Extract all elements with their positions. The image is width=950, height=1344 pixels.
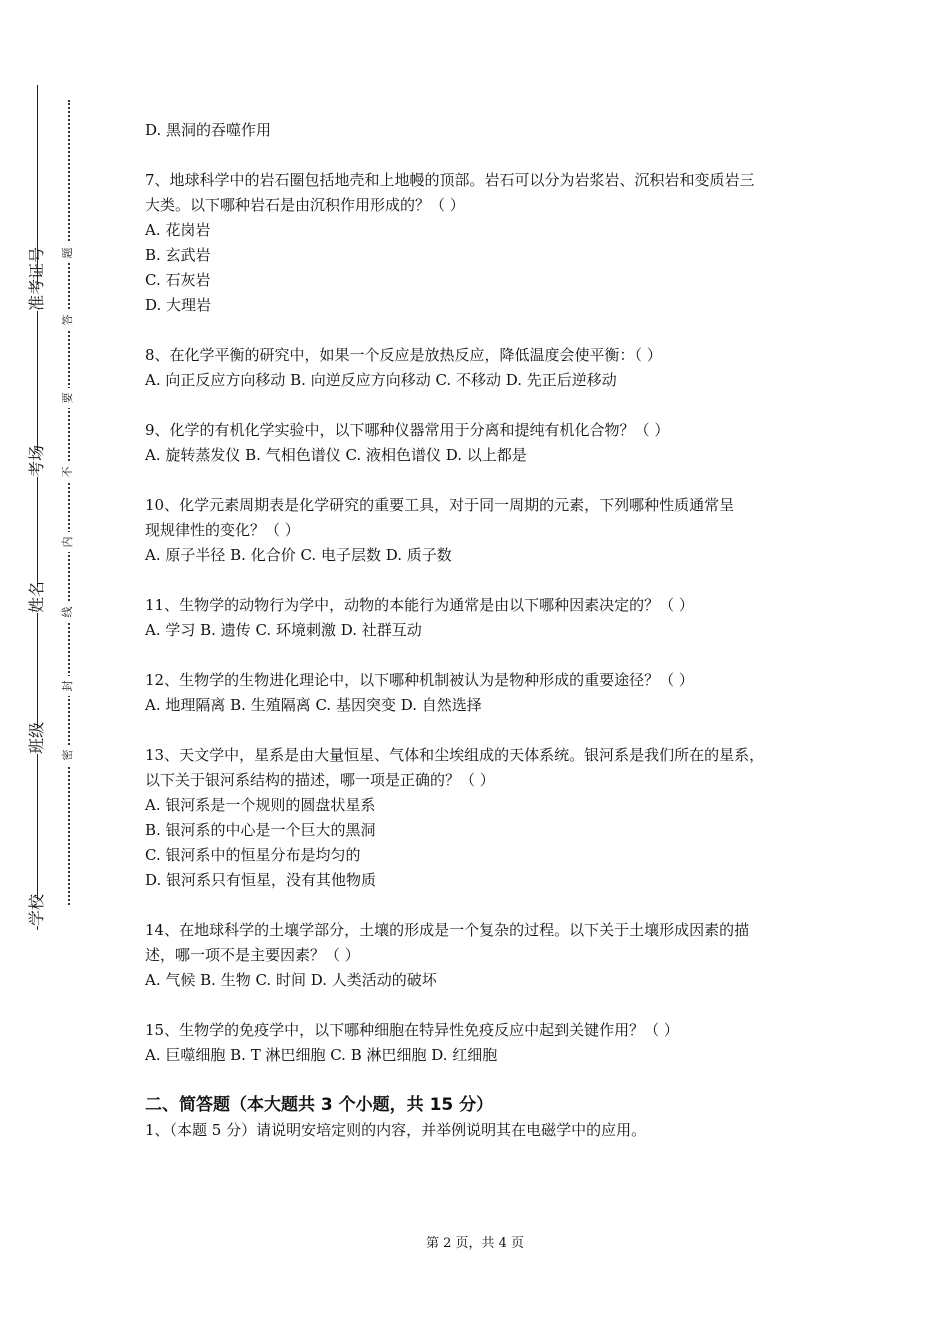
option-line: D. 大理岩 — [145, 296, 212, 314]
options-9: A. 旋转蒸发仪 B. 气相色谱仪 C. 液相色谱仪 D. 以上都是 — [145, 446, 527, 464]
spacer — [145, 1068, 835, 1093]
spacer — [145, 393, 835, 418]
question-13-cont: 以下关于银河系结构的描述，哪一项是正确的？（ ） — [145, 771, 495, 789]
seal-char: 线 — [58, 602, 78, 622]
option-line: D. 黑洞的吞噬作用 — [145, 121, 272, 139]
spacer — [145, 893, 835, 918]
field-school: 学校 — [27, 893, 46, 926]
seal-char: 答 — [58, 310, 78, 330]
binding-margin — [0, 0, 110, 1344]
option-line: C. 石灰岩 — [145, 271, 211, 289]
field-name: 姓名 — [27, 580, 46, 613]
question-7: 7、地球科学中的岩石圈包括地壳和上地幔的顶部。岩石可以分为岩浆岩、沉积岩和变质岩三 — [145, 171, 755, 189]
question-12: 12、生物学的生物进化理论中，以下哪种机制被认为是物种形成的重要途径？（ ） — [145, 671, 694, 689]
question-15: 15、生物学的免疫学中，以下哪种细胞在特异性免疫反应中起到关键作用？（ ） — [145, 1021, 679, 1039]
options-10: A. 原子半径 B. 化合价 C. 电子层数 D. 质子数 — [145, 546, 452, 564]
seal-char: 题 — [58, 243, 78, 263]
question-9: 9、化学的有机化学实验中，以下哪种仪器常用于分离和提纯有机化合物？（ ） — [145, 421, 670, 439]
field-class: 班级 — [27, 721, 46, 754]
question-7-cont: 大类。以下哪种岩石是由沉积作用形成的？（ ） — [145, 196, 465, 214]
question-13: 13、天文学中，星系是由大量恒星、气体和尘埃组成的天体系统。银河系是我们所在的星系， — [145, 746, 765, 764]
options-14: A. 气候 B. 生物 C. 时间 D. 人类活动的破坏 — [145, 971, 437, 989]
seal-char: 内 — [58, 532, 78, 552]
options-11: A. 学习 B. 遗传 C. 环境刺激 D. 社群互动 — [145, 621, 422, 639]
options-12: A. 地理隔离 B. 生殖隔离 C. 基因突变 D. 自然选择 — [145, 696, 482, 714]
seal-char: 封 — [58, 676, 78, 696]
seal-char: 密 — [58, 745, 78, 765]
option-line: A. 银河系是一个规则的圆盘状星系 — [145, 796, 376, 814]
question-8: 8、在化学平衡的研究中，如果一个反应是放热反应，降低温度会使平衡：（ ） — [145, 346, 662, 364]
section-2-title: 二、简答题（本大题共 3 个小题，共 15 分） — [145, 1095, 494, 1115]
question-11: 11、生物学的动物行为学中，动物的本能行为通常是由以下哪种因素决定的？（ ） — [145, 596, 694, 614]
spacer — [145, 468, 835, 493]
question-14: 14、在地球科学的土壤学部分，土壤的形成是一个复杂的过程。以下关于土壤形成因素的描 — [145, 921, 750, 939]
option-line: A. 花岗岩 — [145, 221, 211, 239]
spacer — [145, 318, 835, 343]
question-10-cont: 现规律性的变化？（ ） — [145, 521, 300, 539]
question-10: 10、化学元素周期表是化学研究的重要工具，对于同一周期的元素，下列哪种性质通常呈 — [145, 496, 735, 514]
question-14-cont: 述，哪一项不是主要因素？（ ） — [145, 946, 360, 964]
option-line: C. 银河系中的恒星分布是均匀的 — [145, 846, 361, 864]
seal-char: 要 — [58, 388, 78, 408]
spacer — [145, 568, 835, 593]
spacer — [145, 643, 835, 668]
options-15: A. 巨噬细胞 B. T 淋巴细胞 C. B 淋巴细胞 D. 红细胞 — [145, 1046, 498, 1064]
field-exam-number: 准考证号 — [27, 246, 46, 311]
seal-char: 不 — [58, 462, 78, 482]
binding-solid-line — [37, 85, 38, 930]
option-line: D. 银河系只有恒星，没有其他物质 — [145, 871, 377, 889]
short-answer-question-1: 1、（本题 5 分）请说明安培定则的内容，并举例说明其在电磁学中的应用。 — [145, 1121, 647, 1139]
page-footer: 第 2 页，共 4 页 — [425, 1236, 525, 1251]
option-line: B. 玄武岩 — [145, 246, 211, 264]
spacer — [145, 143, 835, 168]
spacer — [145, 993, 835, 1018]
seal-dotted-line — [68, 100, 70, 905]
field-exam-room: 考场 — [27, 444, 46, 477]
option-line: B. 银河系的中心是一个巨大的黑洞 — [145, 821, 376, 839]
spacer — [145, 718, 835, 743]
exam-content — [145, 118, 835, 1143]
options-8: A. 向正反应方向移动 B. 向逆反应方向移动 C. 不移动 D. 先正后逆移动 — [145, 371, 617, 389]
